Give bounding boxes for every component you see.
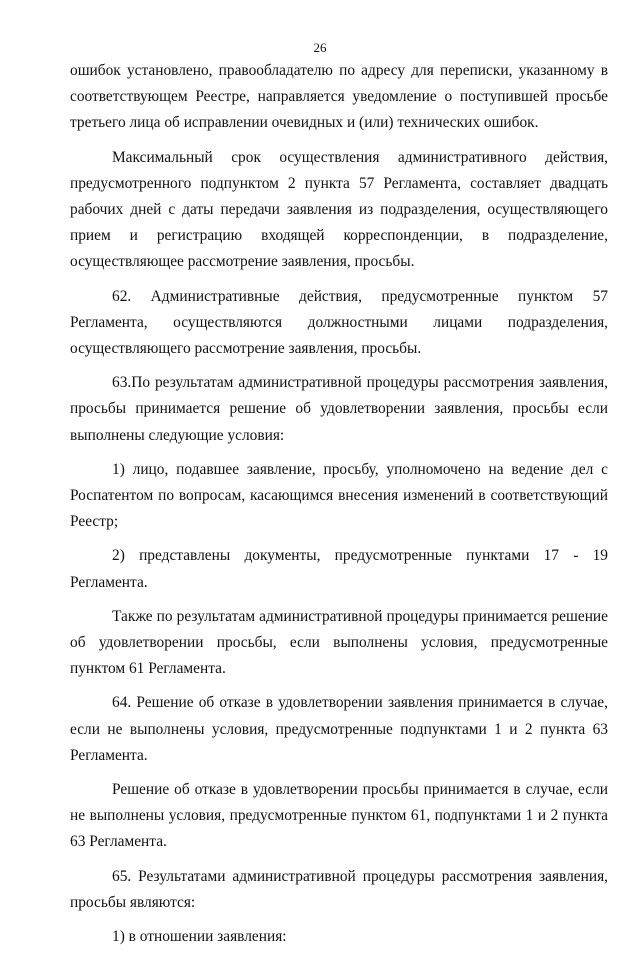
- paragraph-5: 1) лицо, подавшее заявление, просьбу, уполномочено на ведение дел с Роспатентом по вопросам, касающимся внесения изменений в соответствующий Реестр;: [70, 460, 608, 531]
- paragraph-10: 65. Результатами административной процедуры рассмотрения заявления, просьбы являются:: [70, 867, 608, 911]
- paragraph-1: ошибок установлено, правообладателю по адресу для переписки, указанному в соответствующем Реестре, направляется уведомление о поступившей просьбе третьего лица об исправлении очевидных и (или) технических ошибок.: [70, 62, 608, 132]
- paragraph-11: 1) в отношении заявления:: [112, 928, 287, 946]
- paragraph-4: 63.По результатам административной процедуры рассмотрения заявления, просьбы принимается решение об удовлетворении заявления, просьбы если выполнены следующие условия:: [70, 374, 608, 444]
- paragraph-6: 2) представлены документы, предусмотренные пунктами 17 - 19 Регламента.: [70, 547, 608, 591]
- paragraph-9: Решение об отказе в удовлетворении просьбы принимается в случае, если не выполнены условия, предусмотренные пунктом 61, подпунктами 1 и 2 пункта 63 Регламента.: [70, 781, 608, 851]
- document-body: [70, 58, 608, 958]
- paragraph-3: 62. Административные действия, предусмотренные пунктом 57 Регламента, осуществляются должностными лицами подразделения, осуществляющего рассмотрение заявления, просьбы.: [70, 287, 608, 358]
- paragraph-8: 64. Решение об отказе в удовлетворении заявления принимается в случае, если не выполнены условия, предусмотренные подпунктами 1 и 2 пункта 63 Регламента.: [70, 694, 608, 764]
- page-number: 26: [313, 40, 327, 55]
- paragraph-2: Максимальный срок осуществления административного действия, предусмотренного подпунктом 2 пункта 57 Регламента, составляет двадцать рабочих дней с даты передачи заявления из подразделения, осуществляющего прием и регистрацию входящей корреспонденции, в подразделение, осуществляющее рассмотрение заявления, просьбы.: [70, 148, 608, 271]
- paragraph-7: Также по результатам административной процедуры принимается решение об удовлетворении просьбы, если выполнены условия, предусмотренные пунктом 61 Регламента.: [70, 607, 608, 678]
